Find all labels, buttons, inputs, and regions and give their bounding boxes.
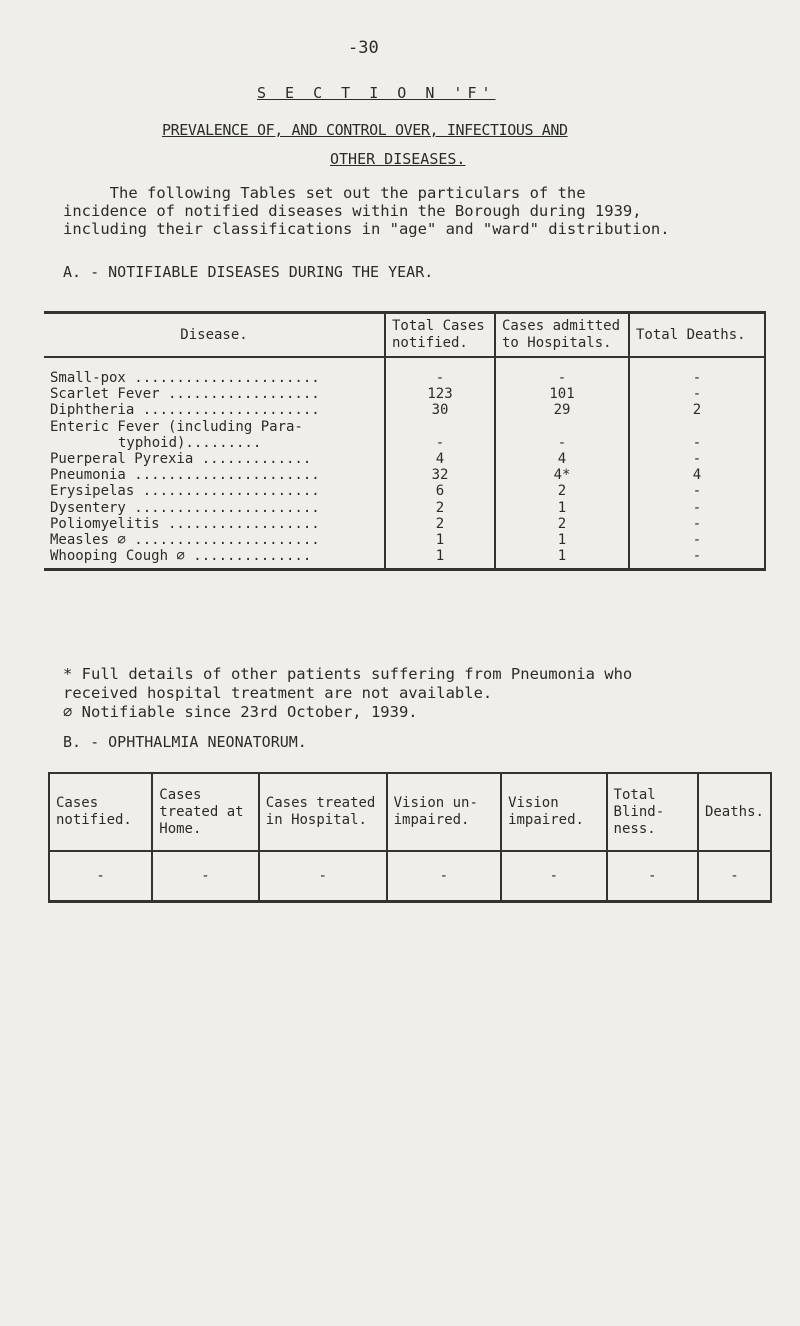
table-row <box>44 402 765 418</box>
hospital-cell: 1 <box>495 548 629 570</box>
notified-cell: 32 <box>385 467 495 483</box>
deaths-cell <box>629 419 765 435</box>
disease-cell: Pneumonia ...................... <box>50 467 320 484</box>
notified-cell: 6 <box>385 483 495 499</box>
hospital-cell: - <box>495 357 629 386</box>
value-cell: - <box>259 851 387 902</box>
table-row <box>44 532 765 548</box>
hospital-cell: 29 <box>495 402 629 418</box>
notified-cell: - <box>385 435 495 451</box>
header-treated-home: Cases treated at Home. <box>152 773 259 851</box>
deaths-cell: - <box>629 516 765 532</box>
deaths-cell: - <box>629 548 765 570</box>
table-row <box>44 451 765 467</box>
notified-cell: 2 <box>385 516 495 532</box>
notifiable-diseases-table <box>44 311 766 571</box>
ophthalmia-table <box>48 772 772 903</box>
table-row <box>44 386 765 402</box>
deaths-cell: - <box>629 483 765 499</box>
value-cell: - <box>387 851 501 902</box>
notified-cell: - <box>385 357 495 386</box>
notified-cell: 1 <box>385 548 495 570</box>
value-cell: - <box>49 851 152 902</box>
table-row <box>44 500 765 516</box>
hospital-cell: 4 <box>495 451 629 467</box>
disease-cell <box>44 435 385 451</box>
table-row <box>44 435 765 451</box>
table-row <box>44 357 765 386</box>
deaths-cell: - <box>629 386 765 402</box>
deaths-cell: - <box>629 500 765 516</box>
intro-paragraph: The following Tables set out the particulars of the incidence of notified diseases within the Borough during 1939, including their classifications in "age" and "ward" distribution. <box>63 184 670 238</box>
header-admitted-hospitals: Cases admitted to Hospitals. <box>495 313 629 358</box>
notified-cell: 4 <box>385 451 495 467</box>
deaths-cell: - <box>629 435 765 451</box>
section-a-title: A. - NOTIFIABLE DISEASES DURING THE YEAR. <box>63 263 434 281</box>
header-total-deaths: Total Deaths. <box>629 313 765 358</box>
hospital-cell: 2 <box>495 516 629 532</box>
header-total-notified: Total Cases notified. <box>385 313 495 358</box>
table-row <box>44 516 765 532</box>
disease-cell: Dysentery ...................... <box>50 499 320 516</box>
disease-cell: Whooping Cough ∅ .............. <box>44 548 385 570</box>
disease-cell: Poliomyelitis .................. <box>50 515 320 532</box>
deaths-cell: 2 <box>629 402 765 418</box>
hospital-cell <box>495 419 629 435</box>
hospital-cell: 4* <box>495 467 629 483</box>
notified-cell: 123 <box>385 386 495 402</box>
section-b-title: B. - OPHTHALMIA NEONATORUM. <box>63 733 307 751</box>
footnote-notifiable: ∅ Notifiable since 23rd October, 1939. <box>63 703 418 721</box>
notified-cell <box>385 419 495 435</box>
hospital-cell: - <box>495 435 629 451</box>
hospital-cell: 1 <box>495 500 629 516</box>
deaths-cell: - <box>629 357 765 386</box>
table-row <box>44 548 765 570</box>
value-cell: - <box>152 851 259 902</box>
header-disease: Disease. <box>44 313 385 358</box>
hospital-cell: 1 <box>495 532 629 548</box>
table-row <box>44 483 765 499</box>
header-deaths: Deaths. <box>698 773 771 851</box>
hospital-cell: 2 <box>495 483 629 499</box>
table-row <box>44 419 765 435</box>
footnote-pneumonia: * Full details of other patients suffering from Pneumonia who received hospital treatment are not available. <box>63 665 633 702</box>
notified-cell: 2 <box>385 500 495 516</box>
table-header-row <box>49 773 771 851</box>
header-treated-hospital: Cases treated in Hospital. <box>259 773 387 851</box>
notified-cell: 1 <box>385 532 495 548</box>
value-cell: - <box>698 851 771 902</box>
disease-cell: Small-pox ...................... <box>50 370 320 386</box>
disease-cell: Measles ∅ ...................... <box>50 532 320 549</box>
header-total-blindness: Total Blind- ness. <box>607 773 698 851</box>
deaths-cell: 4 <box>629 467 765 483</box>
deaths-cell: - <box>629 532 765 548</box>
deaths-cell: - <box>629 451 765 467</box>
section-title: S E C T I O N 'F' <box>257 84 496 102</box>
table-row <box>44 467 765 483</box>
hospital-cell: 101 <box>495 386 629 402</box>
disease-continuation: typhoid)......... <box>118 434 262 451</box>
heading-line-1: PREVALENCE OF, AND CONTROL OVER, INFECTIOUS AND <box>162 121 568 139</box>
table-row <box>49 851 771 902</box>
page-number: -30 <box>348 38 379 58</box>
header-vision-impaired: Vision impaired. <box>501 773 606 851</box>
notified-cell: 30 <box>385 402 495 418</box>
value-cell: - <box>607 851 698 902</box>
header-vision-unimpaired: Vision un- impaired. <box>387 773 501 851</box>
disease-cell: Scarlet Fever .................. <box>50 386 320 403</box>
disease-cell: Puerperal Pyrexia ............. <box>50 451 312 468</box>
heading-line-2: OTHER DISEASES. <box>330 150 466 168</box>
value-cell: - <box>501 851 606 902</box>
header-cases-notified: Cases notified. <box>49 773 152 851</box>
table-header-row <box>44 313 765 358</box>
disease-cell: Erysipelas ..................... <box>50 483 320 500</box>
disease-cell: Enteric Fever (including Para- <box>50 418 303 435</box>
disease-cell: Diphtheria ..................... <box>50 402 320 419</box>
